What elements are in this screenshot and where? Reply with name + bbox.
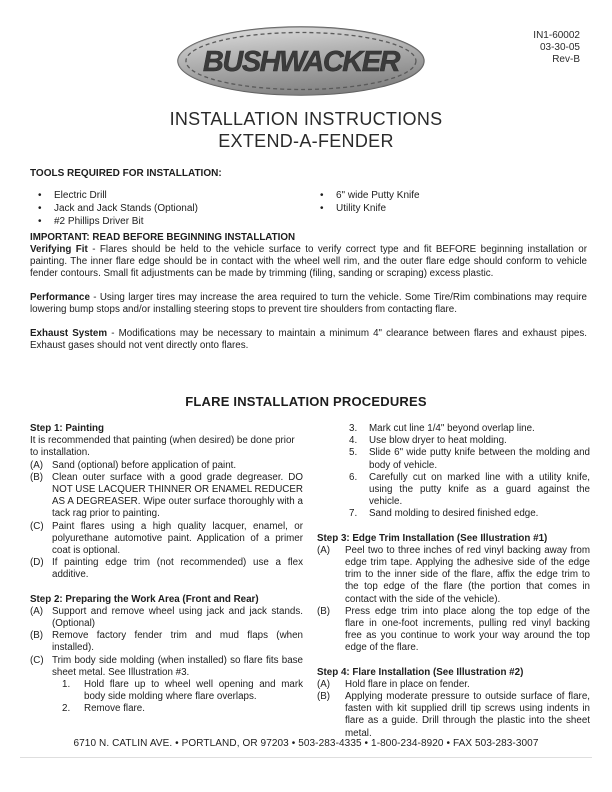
important-paragraph — [30, 244, 587, 280]
paragraph: It is recommended that painting (when desired) be done prior to installation. — [30, 435, 295, 459]
tools-heading: TOOLS REQUIRED FOR INSTALLATION: — [30, 168, 222, 179]
step-heading: Step 1: Painting — [30, 423, 105, 434]
title-line-2: EXTEND-A-FENDER — [218, 131, 394, 151]
tool-item — [38, 189, 198, 202]
item-label: 3. — [349, 423, 358, 434]
item-label: (B) — [317, 691, 331, 703]
document-info — [533, 30, 580, 66]
paragraph-lead: Exhaust System — [30, 328, 108, 339]
paragraph-text: - Flares should be held to the vehicle surface to verify correct type and fit BEFORE beginning installation or painting. The inner flare edge should be in contact with the wheel well rim, and the outer flare edge should conform to vehicle fender contours. Small fit adjustments can be made by trimming (filing, sanding or scraping) excess plastic. — [30, 244, 587, 279]
item-label: 1. — [62, 679, 71, 691]
list-item — [30, 606, 303, 630]
item-label: (C) — [30, 654, 44, 666]
paragraph-lead: Performance — [30, 292, 90, 303]
item-label: (D) — [30, 557, 44, 569]
title-line-1: INSTALLATION INSTRUCTIONS — [169, 109, 443, 129]
important-section — [30, 232, 587, 364]
item-label: (B) — [30, 471, 44, 483]
list-item — [317, 691, 590, 740]
footer-address: 6710 N. CATLIN AVE. • PORTLAND, OR 97203 • 503-283-4335 • 1-800-234-8920 • FAX 503-283-3007 — [73, 738, 539, 749]
bullet-icon: • — [38, 190, 42, 201]
tool-label: Utility Knife — [336, 203, 387, 214]
item-label: 5. — [349, 447, 358, 459]
list-item — [317, 545, 590, 606]
item-text: Use blow dryer to heat molding. — [369, 435, 507, 447]
step-heading: Step 4: Flare Installation (See Illustration #2) — [317, 666, 524, 678]
item-text: Remove factory fender trim and mud flaps (when installed). — [52, 630, 303, 654]
important-paragraph — [30, 328, 587, 352]
procedures-heading: FLARE INSTALLATION PROCEDURES — [185, 394, 427, 409]
list-item — [317, 472, 590, 509]
item-label: (A) — [317, 544, 331, 556]
tool-label: #2 Phillips Driver Bit — [54, 216, 144, 227]
list-item — [317, 423, 590, 435]
bullet-icon: • — [320, 203, 324, 214]
list-item — [30, 703, 303, 715]
document-date: 03-30-05 — [539, 42, 580, 53]
bushwacker-logo-badge — [175, 24, 427, 98]
list-item — [317, 606, 590, 655]
item-label: (A) — [317, 678, 331, 690]
list-item — [30, 655, 303, 679]
item-label: 2. — [62, 703, 71, 715]
tool-item — [320, 202, 420, 215]
logo-text: BUSHWACKER — [202, 46, 399, 78]
item-text: Clean outer surface with a good grade degreaser. DO NOT USE LACQUER THINNER OR ENAMEL REDUCER AS A DEGREASER. Wipe outer surface thoroughly with a tack rag prior to painting. — [52, 471, 303, 520]
item-text: Paint flares using a high quality lacquer, enamel, or polyurethane automotive paint. Application of a primer coat is optional. — [52, 520, 303, 557]
item-text: Press edge trim into place along the top edge of the flare in one-foot increments, pulling red vinyl backing free as you continue to work your way around the top edge of the flare. — [345, 605, 590, 654]
item-text: Mark cut line 1/4" beyond overlap line. — [369, 423, 535, 434]
tool-label: Jack and Jack Stands (Optional) — [54, 203, 198, 214]
list-item — [317, 435, 590, 447]
bullet-icon: • — [38, 216, 42, 227]
tool-item — [38, 202, 198, 215]
item-text: Sand molding to desired finished edge. — [369, 508, 539, 520]
document-revision: Rev-B — [552, 54, 580, 65]
footer-divider — [20, 757, 592, 758]
item-text: Hold flare in place on fender. — [345, 678, 470, 690]
list-item — [317, 447, 590, 471]
list-item — [30, 521, 303, 558]
item-text: If painting edge trim (not recommended) use a flex additive. — [52, 557, 303, 581]
procedures-column-right — [317, 423, 590, 740]
item-text: Applying moderate pressure to outside surface of flare, fasten with kit supplied drill tip screws using indents in flare as a guide. Drill through the plastic into the sheet metal. — [345, 691, 590, 739]
important-paragraph — [30, 292, 587, 316]
list-item — [30, 472, 303, 521]
item-text: Hold flare up to wheel well opening and mark body side molding where flare overlaps. — [84, 679, 303, 703]
item-label: (B) — [30, 630, 44, 642]
item-label: 6. — [349, 471, 358, 483]
item-label: 7. — [349, 508, 358, 520]
tools-list-left — [38, 189, 198, 228]
bullet-icon: • — [38, 203, 42, 214]
list-item — [30, 557, 303, 581]
important-heading: IMPORTANT: READ BEFORE BEGINNING INSTALLATION — [30, 232, 296, 243]
item-text: Trim body side molding (when installed) so flare fits base sheet metal. See Illustration #3. — [52, 654, 303, 678]
tool-item — [38, 215, 198, 228]
item-label: (B) — [317, 605, 331, 617]
step-heading: Step 2: Preparing the Work Area (Front and Rear) — [30, 593, 259, 605]
tool-item — [320, 189, 420, 202]
tools-list-right — [320, 189, 420, 215]
item-label: (C) — [30, 520, 44, 532]
spacer — [317, 655, 590, 667]
item-label: 4. — [349, 435, 358, 447]
procedures-column-left — [30, 423, 303, 740]
bushwacker-logo — [175, 24, 427, 98]
paragraph-lead: Verifying Fit — [30, 244, 88, 255]
item-label: (A) — [30, 605, 44, 617]
spacer — [30, 582, 303, 594]
list-item — [30, 679, 303, 703]
page-title — [0, 108, 612, 152]
item-text: Carefully cut on marked line with a utility knife, using the putty knife as a guard against the vehicle. — [369, 471, 590, 508]
bullet-icon: • — [320, 190, 324, 201]
item-text: Slide 6" wide putty knife between the molding and body of vehicle. — [369, 447, 590, 471]
item-text: Sand (optional) before application of paint. — [52, 459, 237, 471]
list-item — [317, 508, 590, 520]
procedures-columns — [30, 423, 590, 740]
item-text: Peel two to three inches of red vinyl backing away from edge trim tape. Applying the adhesive side of the edge trim to the inner side of the flare, affix the edge trim to the top edge of the flare (the portion that comes in contact with the side of the vehicle). — [345, 544, 590, 605]
tool-label: 6" wide Putty Knife — [336, 190, 420, 201]
item-label: (A) — [30, 459, 44, 471]
spacer — [317, 521, 590, 533]
paragraph-text: - Modifications may be necessary to maintain a minimum 4" clearance between flares and exhaust pipes. Exhaust gases should not vent directly onto flares. — [30, 328, 587, 351]
list-item — [317, 679, 590, 691]
list-item — [30, 460, 303, 472]
document-number: IN1-60002 — [533, 30, 580, 41]
tool-label: Electric Drill — [54, 190, 107, 201]
step-heading: Step 3: Edge Trim Installation (See Illustration #1) — [317, 532, 548, 544]
item-text: Remove flare. — [84, 703, 145, 715]
paragraph-text: - Using larger tires may increase the area required to turn the vehicle. Some Tire/Rim combinations may require lowering bump stops and/or installing steering stops to prevent tire shoulders from contacting flare. — [30, 292, 587, 315]
item-text: Support and remove wheel using jack and jack stands. (Optional) — [52, 605, 303, 630]
important-paragraphs — [30, 244, 587, 352]
list-item — [30, 630, 303, 654]
